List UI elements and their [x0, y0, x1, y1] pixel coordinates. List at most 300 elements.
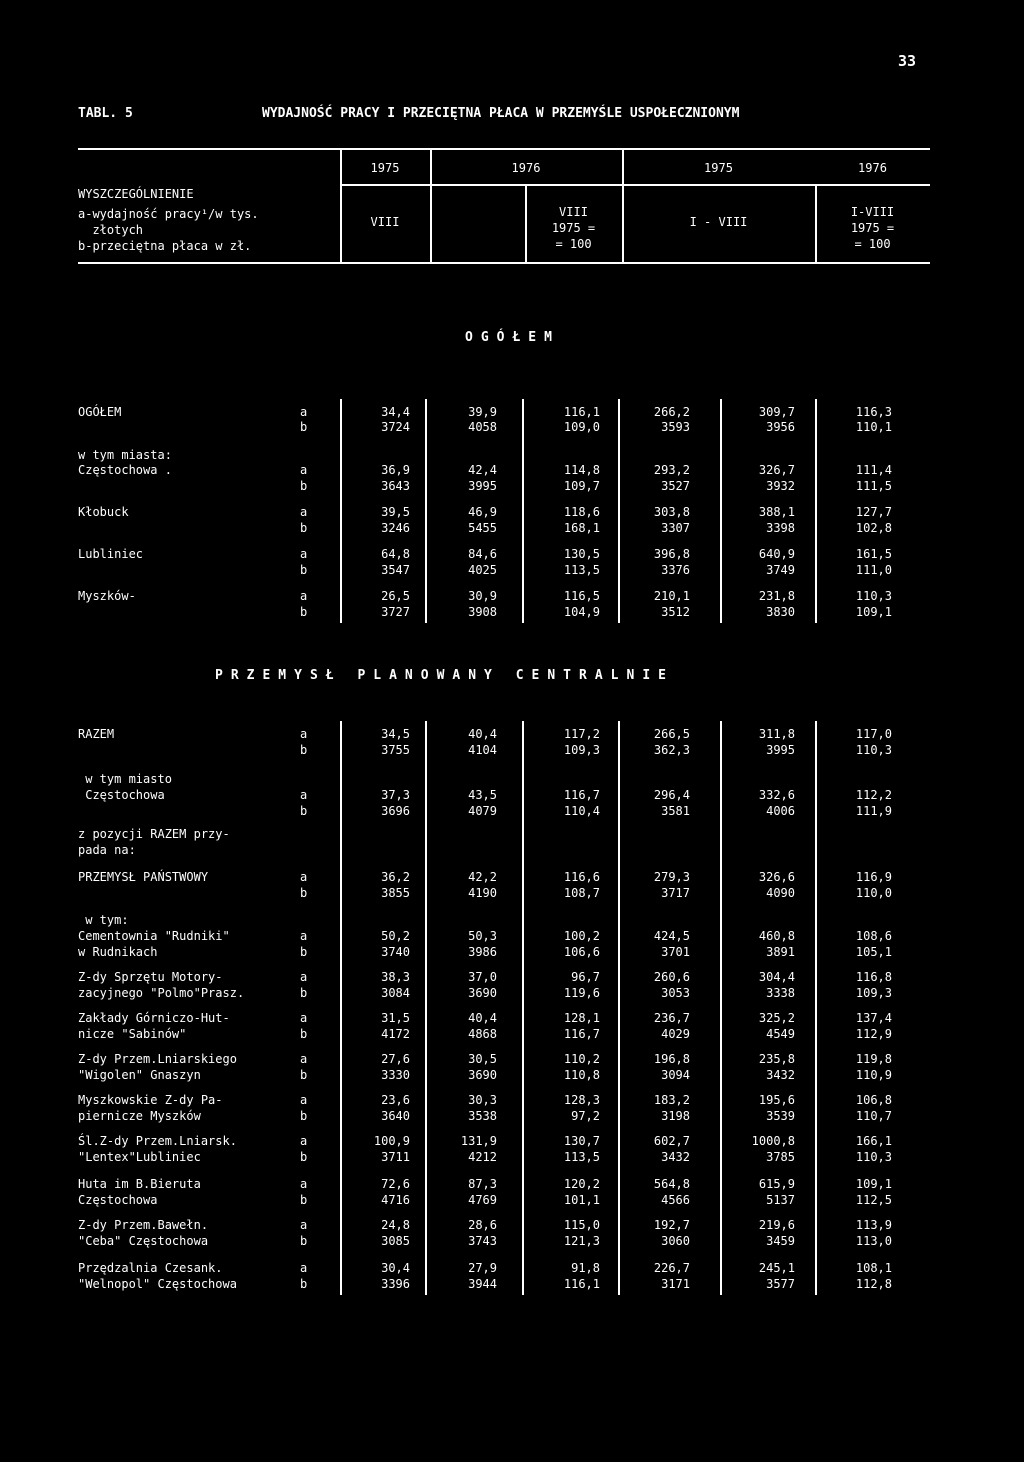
row-indicator: b: [300, 420, 308, 434]
cell-col-6: 117,0: [855, 727, 892, 741]
row-label: Huta im B.Bieruta: [78, 1177, 201, 1191]
row-indicator: a: [300, 505, 308, 519]
row-indicator: b: [300, 1068, 308, 1082]
table-row: [0, 1027, 1024, 1045]
cell-col-1: 30,4: [381, 1261, 410, 1275]
column-separator: [815, 721, 817, 1295]
cell-col-6: 110,3: [855, 1150, 892, 1164]
cell-col-6: 116,8: [855, 970, 892, 984]
cell-col-5: 245,1: [758, 1261, 795, 1275]
cell-col-1: 3855: [381, 886, 410, 900]
cell-col-5: 3891: [766, 945, 795, 959]
cell-col-3: 128,3: [563, 1093, 600, 1107]
cell-col-6: 113,9: [855, 1218, 892, 1232]
cell-col-5: 1000,8: [751, 1134, 795, 1148]
column-separator: [522, 399, 524, 623]
cell-col-1: 37,3: [381, 788, 410, 802]
cell-col-5: 4090: [766, 886, 795, 900]
header-rule-top: [78, 148, 930, 150]
cell-col-3: 168,1: [563, 521, 600, 535]
cell-col-1: 38,3: [381, 970, 410, 984]
cell-col-2: 3690: [468, 986, 497, 1000]
cell-col-2: 3944: [468, 1277, 497, 1291]
row-label: Cementownia "Rudniki": [78, 929, 230, 943]
table-row: [0, 605, 1024, 623]
cell-col-5: 311,8: [758, 727, 795, 741]
cell-col-6: 112,2: [855, 788, 892, 802]
row-label: w tym miasto: [78, 772, 172, 786]
cell-col-3: 116,5: [563, 589, 600, 603]
cell-col-2: 3986: [468, 945, 497, 959]
row-label: Z-dy Sprzętu Motory-: [78, 970, 223, 984]
cell-col-4: 266,2: [653, 405, 690, 419]
cell-col-1: 64,8: [381, 547, 410, 561]
cell-col-2: 30,3: [468, 1093, 497, 1107]
cell-col-5: 195,6: [758, 1093, 795, 1107]
cell-col-2: 30,5: [468, 1052, 497, 1066]
cell-col-5: 3539: [766, 1109, 795, 1123]
cell-col-2: 3743: [468, 1234, 497, 1248]
row-indicator: a: [300, 788, 308, 802]
cell-col-4: 226,7: [653, 1261, 690, 1275]
cell-col-1: 4716: [381, 1193, 410, 1207]
cell-col-1: 26,5: [381, 589, 410, 603]
cell-col-3: 130,5: [563, 547, 600, 561]
table-row: [0, 804, 1024, 822]
cell-col-4: 3527: [661, 479, 690, 493]
cell-col-1: 3696: [381, 804, 410, 818]
cell-col-2: 40,4: [468, 1011, 497, 1025]
cell-col-3: 109,7: [563, 479, 600, 493]
cell-col-3: 91,8: [571, 1261, 600, 1275]
cell-col-6: 111,0: [855, 563, 892, 577]
row-indicator: b: [300, 804, 308, 818]
cell-col-5: 235,8: [758, 1052, 795, 1066]
row-indicator: b: [300, 1193, 308, 1207]
cell-col-1: 50,2: [381, 929, 410, 943]
cell-col-6: 161,5: [855, 547, 892, 561]
table-row: [0, 479, 1024, 497]
cell-col-5: 640,9: [758, 547, 795, 561]
cell-col-4: 192,7: [653, 1218, 690, 1232]
row-indicator: a: [300, 970, 308, 984]
row-label: Przędzalnia Czesank.: [78, 1261, 223, 1275]
header-year-1975-b: 1975: [704, 161, 733, 175]
cell-col-6: 166,1: [855, 1134, 892, 1148]
cell-col-3: 106,6: [563, 945, 600, 959]
cell-col-1: 3547: [381, 563, 410, 577]
cell-col-4: 266,5: [653, 727, 690, 741]
table-row: [0, 1277, 1024, 1295]
cell-col-1: 34,5: [381, 727, 410, 741]
cell-col-5: 3398: [766, 521, 795, 535]
cell-col-5: 4006: [766, 804, 795, 818]
row-label: "Welnopol" Częstochowa: [78, 1277, 237, 1291]
cell-col-5: 3338: [766, 986, 795, 1000]
row-label: w tym miasta:: [78, 448, 172, 462]
cell-col-3: 114,8: [563, 463, 600, 477]
table-row: [0, 743, 1024, 761]
cell-col-3: 108,7: [563, 886, 600, 900]
cell-col-3: 113,5: [563, 563, 600, 577]
cell-col-4: 362,3: [653, 743, 690, 757]
cell-col-3: 110,8: [563, 1068, 600, 1082]
row-label: Lubliniec: [78, 547, 144, 561]
cell-col-5: 615,9: [758, 1177, 795, 1191]
cell-col-3: 113,5: [563, 1150, 600, 1164]
row-label: zacyjnego "Polmo"Prasz.: [78, 986, 245, 1000]
cell-col-5: 4549: [766, 1027, 795, 1041]
cell-col-3: 116,7: [563, 788, 600, 802]
cell-col-1: 3085: [381, 1234, 410, 1248]
cell-col-2: 4769: [468, 1193, 497, 1207]
row-label: Częstochowa .: [78, 463, 172, 477]
table-row: [0, 886, 1024, 904]
row-label: nicze "Sabinów": [78, 1027, 187, 1041]
cell-col-3: 96,7: [571, 970, 600, 984]
cell-col-1: 3246: [381, 521, 410, 535]
cell-col-5: 332,6: [758, 788, 795, 802]
cell-col-4: 3581: [661, 804, 690, 818]
cell-col-3: 115,0: [563, 1218, 600, 1232]
cell-col-2: 39,9: [468, 405, 497, 419]
cell-col-1: 23,6: [381, 1093, 410, 1107]
cell-col-1: 31,5: [381, 1011, 410, 1025]
table-row: [0, 521, 1024, 539]
row-indicator: b: [300, 563, 308, 577]
cell-col-2: 43,5: [468, 788, 497, 802]
cell-col-4: 3094: [661, 1068, 690, 1082]
cell-col-6: 110,1: [855, 420, 892, 434]
cell-col-6: 111,4: [855, 463, 892, 477]
row-indicator: b: [300, 743, 308, 757]
row-label: PRZEMYSŁ PAŃSTWOWY: [78, 870, 209, 884]
cell-col-5: 326,6: [758, 870, 795, 884]
cell-col-6: 119,8: [855, 1052, 892, 1066]
cell-col-3: 120,2: [563, 1177, 600, 1191]
cell-col-4: 296,4: [653, 788, 690, 802]
stub-header-line-a2: złotych: [78, 223, 144, 237]
header-rule-mid: [340, 184, 930, 186]
cell-col-2: 4868: [468, 1027, 497, 1041]
header-year-1976: 1976: [511, 161, 541, 175]
cell-col-2: 4079: [468, 804, 497, 818]
table-row: [0, 1234, 1024, 1252]
cell-col-6: 116,3: [855, 405, 892, 419]
row-label: pada na:: [78, 843, 136, 857]
row-indicator: a: [300, 1093, 308, 1107]
cell-col-3: 119,6: [563, 986, 600, 1000]
cell-col-3: 110,4: [563, 804, 600, 818]
table-row: [0, 563, 1024, 581]
cell-col-5: 3432: [766, 1068, 795, 1082]
cell-col-4: 279,3: [653, 870, 690, 884]
row-label: Częstochowa: [78, 788, 165, 802]
header-rule-bottom: [78, 262, 930, 264]
cell-col-5: 325,2: [758, 1011, 795, 1025]
row-label: "Lentex"Lubliniec: [78, 1150, 201, 1164]
cell-col-3: 121,3: [563, 1234, 600, 1248]
row-label: Kłobuck: [78, 505, 129, 519]
cell-col-5: 219,6: [758, 1218, 795, 1232]
cell-col-1: 3330: [381, 1068, 410, 1082]
cell-col-1: 3711: [381, 1150, 410, 1164]
table-label: TABL. 5: [78, 106, 133, 121]
row-indicator: b: [300, 1234, 308, 1248]
cell-col-2: 4104: [468, 743, 497, 757]
cell-col-6: 110,3: [855, 589, 892, 603]
column-separator: [425, 399, 427, 623]
header-sub-index-viii: VIII 1975 = = 100: [551, 205, 596, 251]
cell-col-4: 3171: [661, 1277, 690, 1291]
table-row: [0, 945, 1024, 963]
cell-col-3: 110,2: [563, 1052, 600, 1066]
header-sub-viii: VIII: [370, 215, 400, 229]
cell-col-3: 118,6: [563, 505, 600, 519]
cell-col-2: 3538: [468, 1109, 497, 1123]
row-indicator: b: [300, 945, 308, 959]
cell-col-6: 116,9: [855, 870, 892, 884]
cell-col-6: 110,7: [855, 1109, 892, 1123]
row-label: Śl.Z-dy Przem.Lniarsk.: [78, 1134, 237, 1148]
cell-col-4: 602,7: [653, 1134, 690, 1148]
cell-col-6: 110,9: [855, 1068, 892, 1082]
cell-col-3: 100,2: [563, 929, 600, 943]
column-separator: [618, 399, 620, 623]
column-separator: [720, 721, 722, 1295]
row-label: z pozycji RAZEM przy-: [78, 827, 230, 841]
cell-col-4: 260,6: [653, 970, 690, 984]
cell-col-1: 100,9: [373, 1134, 410, 1148]
cell-col-5: 3459: [766, 1234, 795, 1248]
cell-col-4: 3593: [661, 420, 690, 434]
cell-col-3: 116,1: [563, 1277, 600, 1291]
cell-col-2: 27,9: [468, 1261, 497, 1275]
cell-col-6: 102,8: [855, 521, 892, 535]
cell-col-4: 3053: [661, 986, 690, 1000]
cell-col-2: 84,6: [468, 547, 497, 561]
row-indicator: b: [300, 1150, 308, 1164]
table-row: [0, 1193, 1024, 1211]
table-row: [0, 1068, 1024, 1086]
cell-col-4: 3717: [661, 886, 690, 900]
header-year-1976-b: 1976: [858, 161, 887, 175]
row-indicator: a: [300, 1052, 308, 1066]
cell-col-4: 564,8: [653, 1177, 690, 1191]
cell-col-6: 105,1: [855, 945, 892, 959]
cell-col-1: 3643: [381, 479, 410, 493]
cell-col-2: 3690: [468, 1068, 497, 1082]
cell-col-1: 4172: [381, 1027, 410, 1041]
row-label: w Rudnikach: [78, 945, 158, 959]
cell-col-5: 231,8: [758, 589, 795, 603]
cell-col-1: 39,5: [381, 505, 410, 519]
row-indicator: a: [300, 1177, 308, 1191]
cell-col-6: 112,9: [855, 1027, 892, 1041]
cell-col-2: 3995: [468, 479, 497, 493]
column-separator: [340, 399, 342, 623]
cell-col-4: 236,7: [653, 1011, 690, 1025]
cell-col-4: 303,8: [653, 505, 690, 519]
cell-col-6: 112,5: [855, 1193, 892, 1207]
cell-col-4: 3307: [661, 521, 690, 535]
cell-col-4: 3701: [661, 945, 690, 959]
row-indicator: a: [300, 1218, 308, 1232]
cell-col-6: 113,0: [855, 1234, 892, 1248]
cell-col-6: 109,1: [855, 1177, 892, 1191]
table-row: [0, 843, 1024, 861]
cell-col-3: 97,2: [571, 1109, 600, 1123]
cell-col-6: 108,1: [855, 1261, 892, 1275]
header-year-1975: 1975: [370, 161, 400, 175]
cell-col-4: 424,5: [653, 929, 690, 943]
column-separator: [340, 721, 342, 1295]
cell-col-6: 109,1: [855, 605, 892, 619]
cell-col-1: 34,4: [381, 405, 410, 419]
row-indicator: b: [300, 521, 308, 535]
cell-col-6: 111,5: [855, 479, 892, 493]
row-indicator: a: [300, 870, 308, 884]
cell-col-4: 3198: [661, 1109, 690, 1123]
cell-col-1: 3740: [381, 945, 410, 959]
row-indicator: a: [300, 405, 308, 419]
row-indicator: b: [300, 605, 308, 619]
row-indicator: b: [300, 479, 308, 493]
cell-col-5: 388,1: [758, 505, 795, 519]
section-title-planowany: PRZEMYSŁ PLANOWANY CENTRALNIE: [215, 668, 674, 683]
cell-col-6: 137,4: [855, 1011, 892, 1025]
cell-col-1: 72,6: [381, 1177, 410, 1191]
cell-col-1: 3396: [381, 1277, 410, 1291]
column-separator: [815, 399, 817, 623]
row-label: Myszkowskie Z-dy Pa-: [78, 1093, 223, 1107]
stub-header-line-b: b-przeciętna płaca w zł.: [78, 239, 252, 253]
cell-col-5: 309,7: [758, 405, 795, 419]
row-label: w tym:: [78, 913, 129, 927]
row-label: OGÓŁEM: [78, 405, 122, 419]
row-indicator: b: [300, 1277, 308, 1291]
cell-col-1: 27,6: [381, 1052, 410, 1066]
cell-col-4: 293,2: [653, 463, 690, 477]
cell-col-6: 109,3: [855, 986, 892, 1000]
table-row: [0, 1150, 1024, 1168]
cell-col-5: 3956: [766, 420, 795, 434]
cell-col-2: 42,2: [468, 870, 497, 884]
row-indicator: a: [300, 463, 308, 477]
row-label: piernicze Myszków: [78, 1109, 201, 1123]
cell-col-4: 3432: [661, 1150, 690, 1164]
cell-col-6: 110,3: [855, 743, 892, 757]
header-sub-i-viii: I - VIII: [689, 215, 748, 229]
row-indicator: a: [300, 1011, 308, 1025]
cell-col-2: 50,3: [468, 929, 497, 943]
cell-col-2: 42,4: [468, 463, 497, 477]
cell-col-4: 3060: [661, 1234, 690, 1248]
row-indicator: a: [300, 547, 308, 561]
cell-col-2: 131,9: [460, 1134, 497, 1148]
table-row: [0, 986, 1024, 1004]
cell-col-2: 28,6: [468, 1218, 497, 1232]
cell-col-6: 111,9: [855, 804, 892, 818]
row-label: RAZEM: [78, 727, 115, 741]
stub-header-line-a: a-wydajność pracy¹/w tys.: [78, 207, 259, 221]
row-label: Zakłady Górniczo-Hut-: [78, 1011, 230, 1025]
cell-col-2: 3908: [468, 605, 497, 619]
row-label: "Wigolen" Gnaszyn: [78, 1068, 201, 1082]
row-label: "Ceba" Częstochowa: [78, 1234, 209, 1248]
cell-col-1: 3724: [381, 420, 410, 434]
cell-col-6: 127,7: [855, 505, 892, 519]
cell-col-4: 396,8: [653, 547, 690, 561]
cell-col-5: 3932: [766, 479, 795, 493]
cell-col-2: 46,9: [468, 505, 497, 519]
cell-col-3: 128,1: [563, 1011, 600, 1025]
column-separator: [618, 721, 620, 1295]
cell-col-5: 5137: [766, 1193, 795, 1207]
cell-col-3: 130,7: [563, 1134, 600, 1148]
row-indicator: a: [300, 1261, 308, 1275]
cell-col-4: 4566: [661, 1193, 690, 1207]
page-number: 33: [898, 52, 917, 70]
row-label: Myszków-: [78, 589, 136, 603]
cell-col-4: 196,8: [653, 1052, 690, 1066]
cell-col-1: 3084: [381, 986, 410, 1000]
row-indicator: b: [300, 1027, 308, 1041]
table-title: WYDAJNOŚĆ PRACY I PRZECIĘTNA PŁACA W PRZEMYŚLE USPOŁECZNIONYM: [262, 106, 740, 121]
cell-col-2: 37,0: [468, 970, 497, 984]
cell-col-5: 3749: [766, 563, 795, 577]
cell-col-5: 304,4: [758, 970, 795, 984]
cell-col-3: 116,1: [563, 405, 600, 419]
row-indicator: a: [300, 727, 308, 741]
table-row: [0, 420, 1024, 438]
cell-col-2: 40,4: [468, 727, 497, 741]
section-title-ogolem: OGÓŁEM: [465, 330, 560, 345]
table-row: [0, 1109, 1024, 1127]
cell-col-2: 87,3: [468, 1177, 497, 1191]
cell-col-2: 4212: [468, 1150, 497, 1164]
cell-col-3: 101,1: [563, 1193, 600, 1207]
row-label: Z-dy Przem.Bawełn.: [78, 1218, 209, 1232]
row-indicator: a: [300, 929, 308, 943]
cell-col-5: 3830: [766, 605, 795, 619]
cell-col-6: 110,0: [855, 886, 892, 900]
cell-col-3: 116,7: [563, 1027, 600, 1041]
cell-col-5: 3995: [766, 743, 795, 757]
cell-col-3: 117,2: [563, 727, 600, 741]
cell-col-2: 4025: [468, 563, 497, 577]
column-separator: [720, 399, 722, 623]
column-separator: [425, 721, 427, 1295]
cell-col-6: 112,8: [855, 1277, 892, 1291]
column-separator: [522, 721, 524, 1295]
cell-col-2: 4190: [468, 886, 497, 900]
header-sub-index-i-viii: I-VIII 1975 = = 100: [850, 205, 895, 251]
cell-col-1: 36,9: [381, 463, 410, 477]
cell-col-6: 106,8: [855, 1093, 892, 1107]
cell-col-4: 183,2: [653, 1093, 690, 1107]
cell-col-4: 210,1: [653, 589, 690, 603]
row-indicator: a: [300, 589, 308, 603]
row-label: Częstochowa: [78, 1193, 158, 1207]
cell-col-5: 326,7: [758, 463, 795, 477]
cell-col-3: 104,9: [563, 605, 600, 619]
cell-col-6: 108,6: [855, 929, 892, 943]
cell-col-5: 3577: [766, 1277, 795, 1291]
cell-col-5: 3785: [766, 1150, 795, 1164]
cell-col-4: 3512: [661, 605, 690, 619]
stub-header-title: WYSZCZEGÓLNIENIE: [78, 187, 194, 201]
